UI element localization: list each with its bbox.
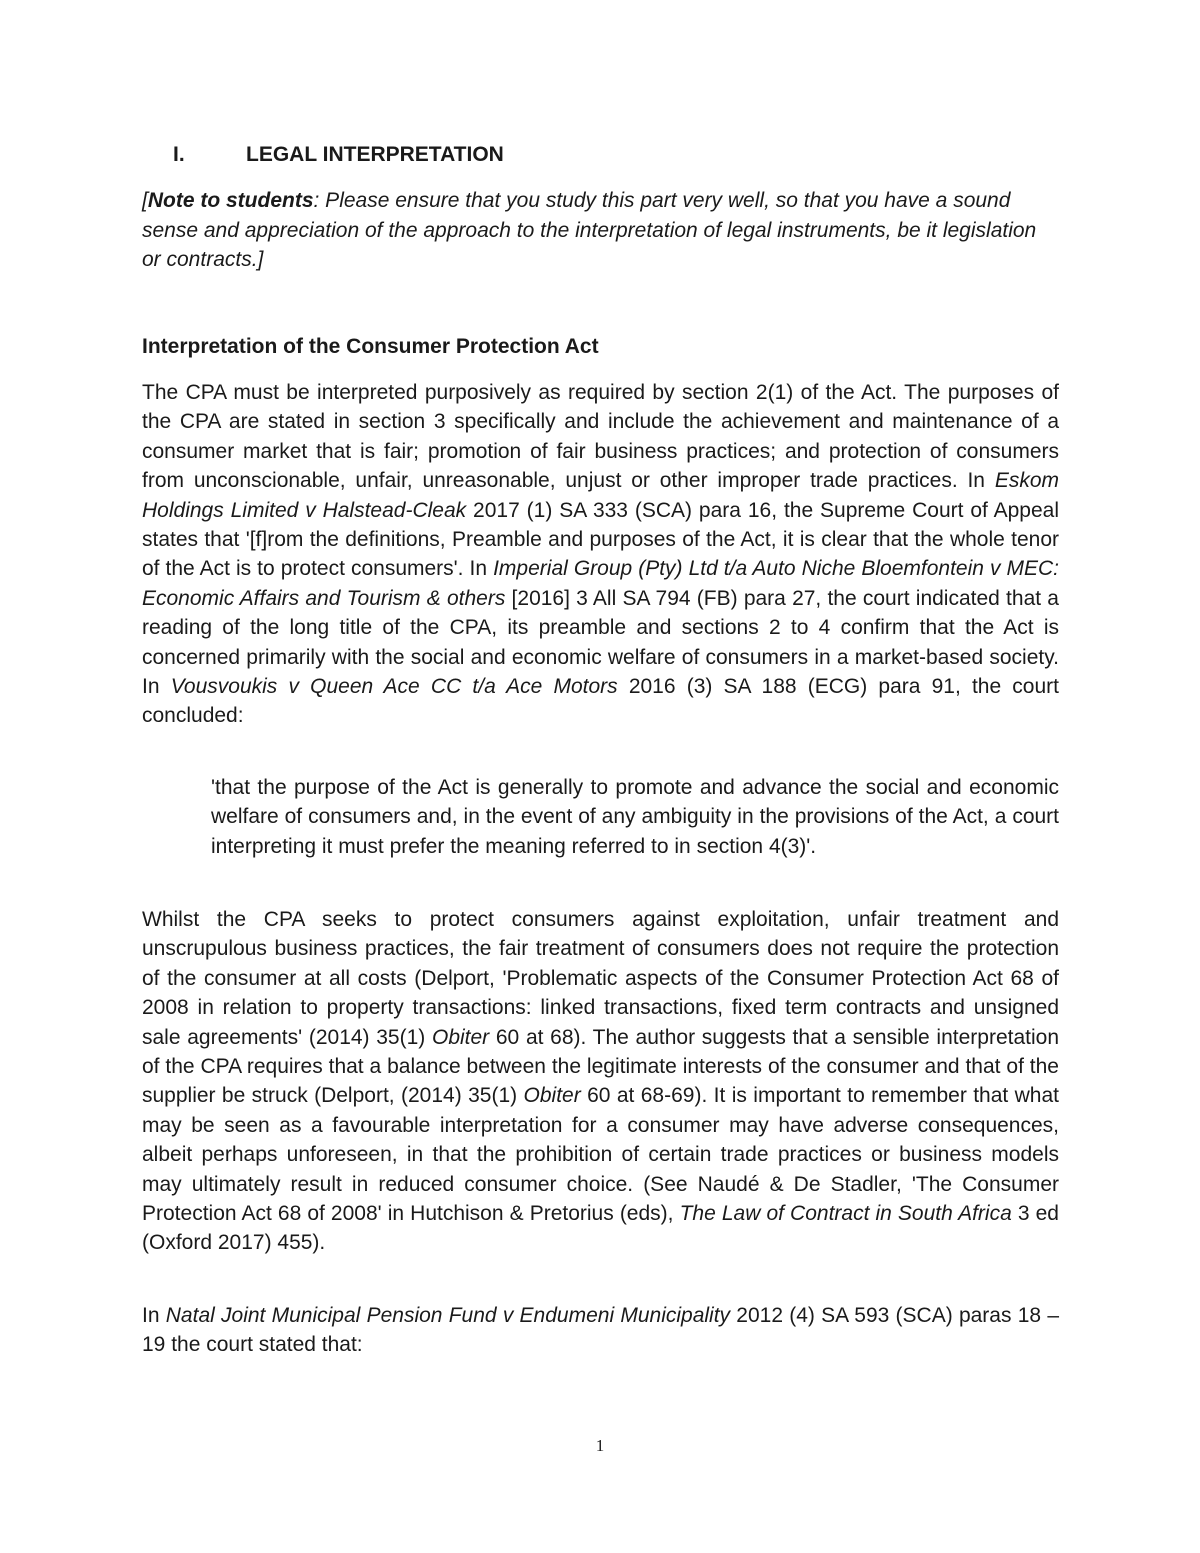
case-citation: Imperial Group (Pty) Ltd t/a Auto Niche Bloemfontein v MEC: Economic Affairs and Tourism & others (142, 557, 1059, 610)
case-citation: Eskom Holdings Limited v Halstead-Cleak (142, 469, 1059, 522)
block-quote: 'that the purpose of the Act is generally to promote and advance the social and economic welfare of consumers and, in the event of any ambiguity in the provisions of the Act, a court interpreting it must prefer the meaning referred to in section 4(3)'. (211, 776, 1059, 858)
journal-citation: Obiter (431, 1025, 490, 1049)
body-paragraph: In Natal Joint Municipal Pension Fund v Endumeni Municipality 2012 (4) SA 593 (SCA) paras 18 – 19 the court stated that: (142, 1304, 1059, 1357)
chapter-heading (173, 143, 504, 167)
chapter-number: I. (173, 143, 185, 166)
journal-citation: Obiter (523, 1084, 581, 1108)
note-to-students: [Note to students: Please ensure that you study this part very well, so that you have a sound sense and appreciation of the approach to the interpretation of legal instruments, be it legislation or contracts.] (142, 189, 1037, 271)
section-title: Interpretation of the Consumer Protection Act (142, 335, 599, 358)
body-paragraph: The CPA must be interpreted purposively as required by section 2(1) of the Act. The purposes of the CPA are stated in section 3 specifically and include the achievement and maintenance of a consumer market that is fair; promotion of fair business practices; and protection of consumers from unconscionable, unfair, unreasonable, unjust or other improper trade practices. In Eskom Holdings Limited v Halstead-Cleak 2017 (1) SA 333 (SCA) para 16, the Supreme Court of Appeal states that '[f]rom the definitions, Preamble and purposes of the Act, it is clear that the whole tenor of the Act is to protect consumers'. In Imperial Group (Pty) Ltd t/a Auto Niche Bloemfontein v MEC: Economic Affairs and Tourism & others [2016] 3 All SA 794 (FB) para 27, the court indicated that a reading of the long title of the CPA, its preamble and sections 2 to 4 confirm that the Act is concerned primarily with the social and economic welfare of consumers in a market-based society. In Vousvoukis v Queen Ace CC t/a Ace Motors 2016 (3) SA 188 (ECG) para 91, the court concluded: (142, 381, 1059, 728)
note-label: Note to students (147, 189, 314, 212)
chapter-title: LEGAL INTERPRETATION (246, 143, 504, 166)
body-paragraph: Whilst the CPA seeks to protect consumers against exploitation, unfair treatment and unscrupulous business practices, the fair treatment of consumers does not require the protection of the consumer at all costs (Delport, 'Problematic aspects of the Consumer Protection Act 68 of 2008 in relation to property transactions: linked transactions, fixed term contracts and unsigned sale agreements' (2014) 35(1) Obiter 60 at 68). The author suggests that a sensible interpretation of the CPA requires that a balance between the legitimate interests of the consumer and that of the supplier be struck (Delport, (2014) 35(1) Obiter 60 at 68-69). It is important to remember that what may be seen as a favourable interpretation for a consumer may have adverse consequences, albeit perhaps unforeseen, in that the prohibition of certain trade practices or business models may ultimately result in reduced consumer choice. (See Naudé & De Stadler, 'The Consumer Protection Act 68 of 2008' in Hutchison & Pretorius (eds), The Law of Contract in South Africa 3 ed (Oxford 2017) 455). (142, 908, 1060, 1255)
page-number: 1 (595, 1436, 605, 1455)
note-text: : Please ensure that you study this part very well, so that you have a sound sense and appreciation of the approach to the interpretation of legal instruments, be it legislation or contracts.] (142, 189, 1037, 271)
case-citation: Vousvoukis v Queen Ace CC t/a Ace Motors (170, 675, 618, 699)
book-citation: The Law of Contract in South Africa (679, 1202, 1012, 1226)
case-citation: Natal Joint Municipal Pension Fund v Endumeni Municipality (165, 1304, 731, 1327)
